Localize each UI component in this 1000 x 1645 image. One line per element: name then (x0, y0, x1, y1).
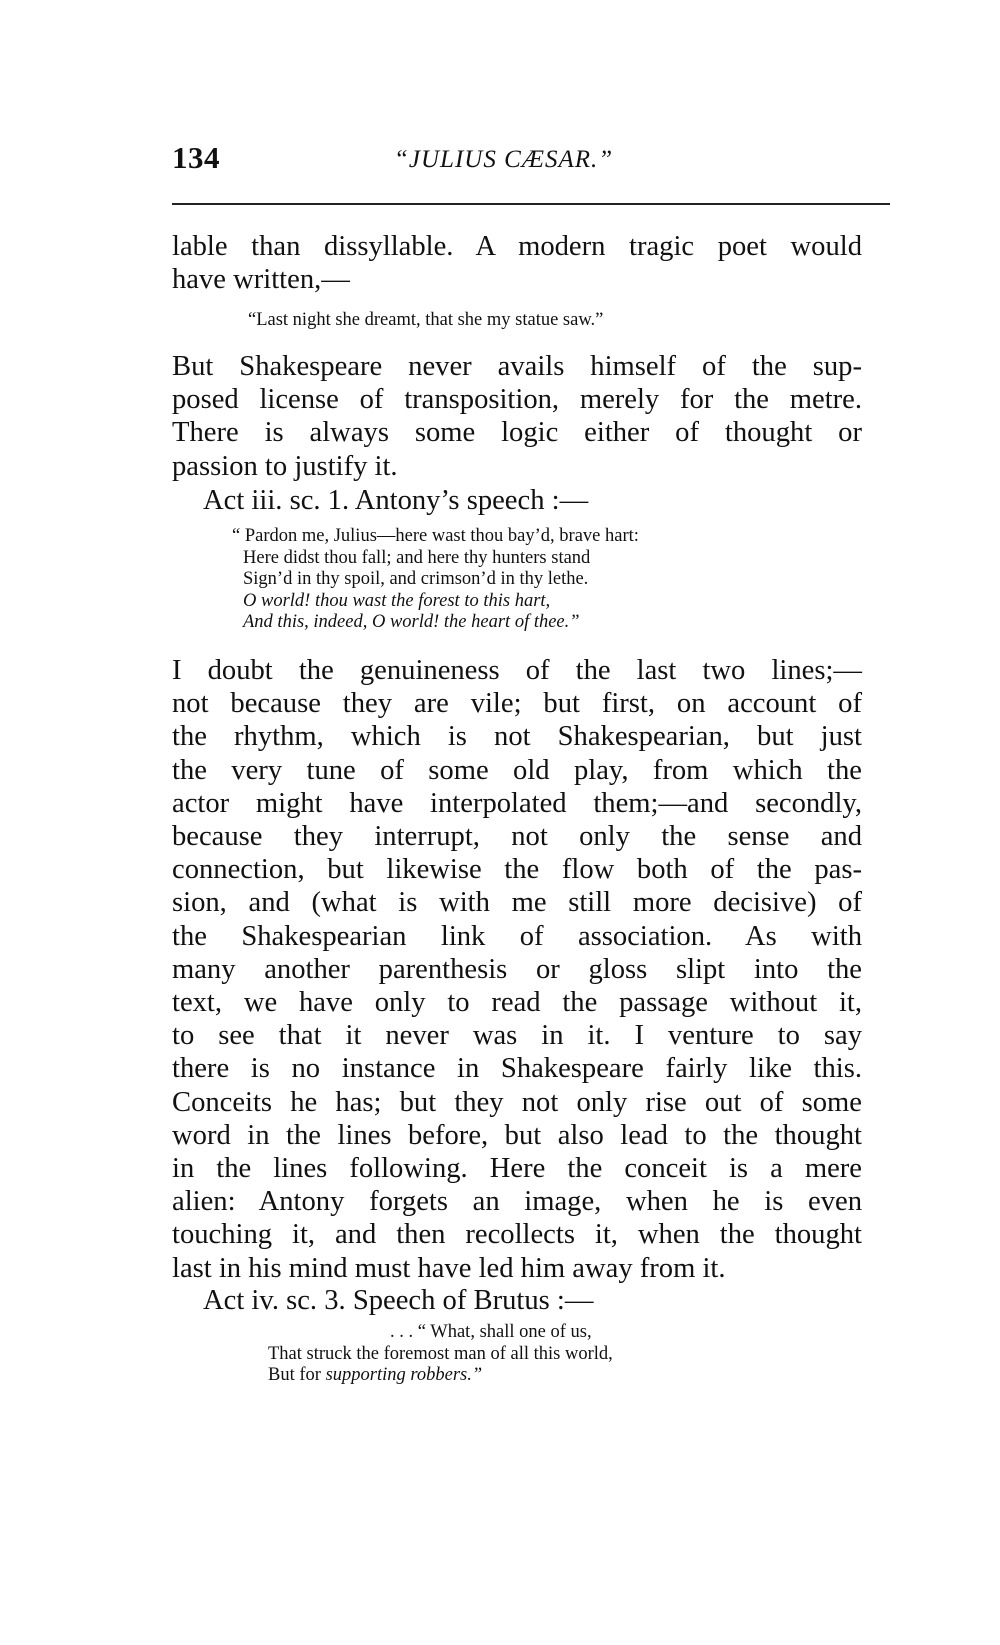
quote-text: But for (268, 1365, 326, 1385)
paragraph-3 (172, 654, 862, 1285)
page-number: 134 (172, 140, 220, 175)
quote-statue (248, 310, 603, 332)
text-line: connection, but likewise the flow both of the pas- (172, 854, 862, 886)
quote-emphasis: supporting robbers.” (325, 1365, 483, 1385)
text-line: Conceits he has; but they not only rise out of some (172, 1086, 862, 1118)
text-line: last in his mind must have led him away from it. (172, 1252, 726, 1284)
quote-line: . . . “ What, shall one of us, (390, 1322, 592, 1342)
quote-line: “Last night she dreamt, that she my statue saw.” (248, 310, 604, 330)
text-line: many another parenthesis or gloss slipt into the (172, 953, 862, 985)
quote-antony (232, 526, 639, 634)
text-line: lable than dissyllable. A modern tragic poet would (172, 231, 862, 262)
paragraph-1 (172, 230, 862, 296)
text-line: There is always some logic either of thought or (172, 417, 862, 449)
text-line: But Shakespeare never avails himself of the sup- (172, 351, 862, 382)
text-line: because they interrupt, not only the sense and (172, 821, 862, 853)
quote-brutus (268, 1322, 613, 1387)
quote-line: “ Pardon me, Julius—here wast thou bay’d, brave hart: (232, 526, 639, 546)
text-line: in the lines following. Here the conceit is a mere (172, 1153, 862, 1185)
header-rule (172, 203, 890, 205)
text-line: the very tune of some old play, from which the (172, 754, 862, 786)
text-line: the rhythm, which is not Shakespearian, but just (172, 721, 862, 753)
text-line: word in the lines before, but also lead to the thought (172, 1119, 862, 1151)
text-line: passion to justify it. (172, 450, 398, 482)
act-heading-antony: Act iii. sc. 1. Antony’s speech :— (203, 485, 589, 516)
quote-line: Sign’d in thy spoil, and crimson’d in thy lethe. (243, 569, 589, 589)
paragraph-2 (172, 350, 862, 483)
text-line: the Shakespearian link of association. As with (172, 920, 862, 952)
page-header (172, 140, 892, 182)
text-line: actor might have interpolated them;—and secondly, (172, 787, 862, 819)
running-title: “JULIUS CÆSAR.” (394, 146, 614, 173)
text-line: alien: Antony forgets an image, when he is even (172, 1186, 862, 1218)
text-line: there is no instance in Shakespeare fairly like this. (172, 1053, 862, 1085)
text-line: have written,— (172, 264, 350, 296)
act-heading-brutus: Act iv. sc. 3. Speech of Brutus :— (203, 1285, 594, 1316)
quote-line: Here didst thou fall; and here thy hunters stand (243, 547, 591, 568)
text-line: posed license of transposition, merely for the metre. (172, 384, 862, 416)
text-line: to see that it never was in it. I venture to say (172, 1020, 862, 1052)
text-line: text, we have only to read the passage without it, (172, 987, 862, 1019)
text-line: touching it, and then recollects it, when the thought (172, 1219, 862, 1251)
text-line: not because they are vile; but first, on account of (172, 688, 862, 720)
text-line: I doubt the genuineness of the last two lines;— (172, 655, 862, 686)
text-line: sion, and (what is with me still more decisive) of (172, 887, 862, 919)
quote-line: And this, indeed, O world! the heart of thee.” (243, 612, 580, 632)
quote-line: That struck the foremost man of all this world, (268, 1343, 613, 1364)
quote-line: O world! thou wast the forest to this hart, (243, 590, 551, 611)
quote-line (268, 1365, 613, 1387)
